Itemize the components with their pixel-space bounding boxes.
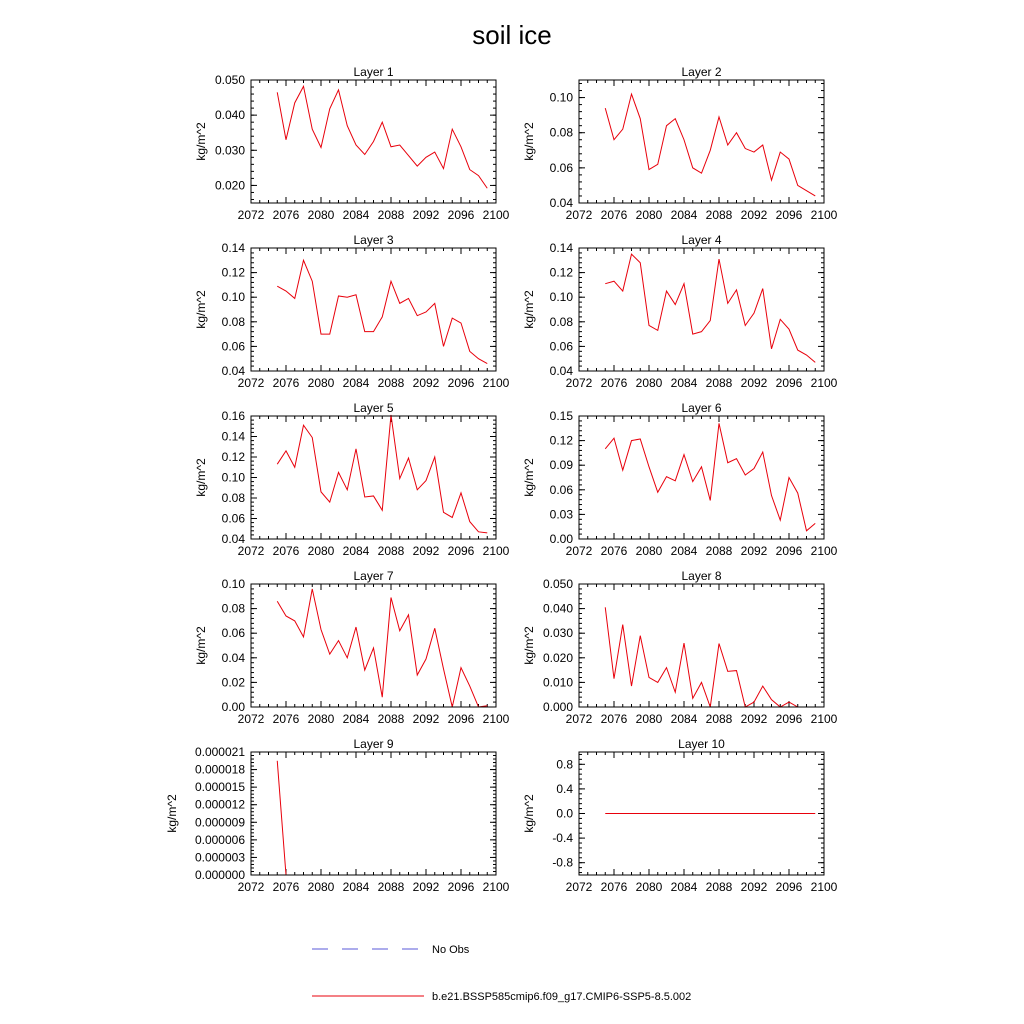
x-tick-label: 2088	[705, 544, 733, 558]
x-tick-label: 2100	[482, 880, 510, 894]
y-tick-label: 0.030	[542, 626, 573, 641]
y-tick-label: 0.10	[549, 90, 573, 105]
y-axis-label: kg/m^2	[194, 458, 208, 497]
panel-title: Layer 9	[353, 737, 394, 751]
x-tick-label: 2084	[342, 544, 370, 558]
x-tick-label: 2076	[272, 880, 300, 894]
y-tick-label: 0.04	[221, 364, 245, 378]
y-tick-label: 0.8	[556, 757, 573, 772]
x-tick-label: 2100	[482, 208, 510, 222]
x-tick-label: 2092	[412, 376, 440, 390]
y-tick-label: 0.14	[221, 241, 245, 255]
y-tick-label: 0.000006	[194, 832, 245, 847]
panel-title: Layer 5	[353, 401, 394, 415]
y-axis-label: kg/m^2	[194, 626, 208, 665]
x-tick-label: 2072	[237, 712, 265, 726]
x-tick-label: 2100	[810, 880, 838, 894]
x-tick-label: 2088	[705, 208, 733, 222]
x-tick-label: 2100	[810, 376, 838, 390]
y-tick-label: -0.8	[552, 855, 573, 870]
y-tick-label: 0.12	[549, 265, 573, 280]
y-tick-label: 0.030	[214, 143, 245, 158]
x-tick-label: 2096	[775, 208, 803, 222]
y-tick-label: 0.020	[542, 650, 573, 665]
y-tick-label: 0.000015	[194, 780, 245, 795]
y-axis-label: kg/m^2	[522, 122, 536, 161]
x-tick-label: 2096	[447, 544, 475, 558]
legend-model-label: b.e21.BSSP585cmip6.f09_g17.CMIP6-SSP5-8.5.002	[432, 991, 692, 1003]
y-tick-label: 0.08	[221, 314, 245, 329]
x-tick-label: 2092	[412, 712, 440, 726]
x-tick-label: 2080	[635, 880, 663, 894]
y-tick-label: 0.04	[549, 196, 573, 210]
x-tick-label: 2080	[307, 544, 335, 558]
x-tick-label: 2096	[775, 544, 803, 558]
x-tick-label: 2092	[740, 544, 768, 558]
y-axis-label: kg/m^2	[522, 458, 536, 497]
x-tick-label: 2088	[705, 880, 733, 894]
x-tick-label: 2076	[272, 208, 300, 222]
x-tick-label: 2080	[307, 880, 335, 894]
panel-title: Layer 2	[681, 65, 722, 79]
x-tick-label: 2096	[447, 880, 475, 894]
y-tick-label: 0.10	[221, 470, 245, 485]
x-tick-label: 2092	[412, 208, 440, 222]
y-tick-label: 0.000012	[194, 797, 245, 812]
x-tick-label: 2072	[565, 544, 593, 558]
x-tick-label: 2072	[237, 880, 265, 894]
y-tick-label: 0.12	[549, 433, 573, 448]
x-tick-label: 2100	[482, 376, 510, 390]
y-tick-label: 0.000009	[194, 815, 245, 830]
y-tick-label: 0.000000	[194, 868, 245, 882]
x-tick-label: 2076	[272, 712, 300, 726]
x-tick-label: 2100	[810, 712, 838, 726]
y-tick-label: 0.050	[542, 577, 573, 591]
y-axis-label: kg/m^2	[522, 290, 536, 329]
x-tick-label: 2076	[600, 376, 628, 390]
y-tick-label: 0.04	[549, 364, 573, 378]
y-tick-label: 0.06	[549, 339, 573, 354]
panel-title: Layer 3	[353, 233, 394, 247]
y-tick-label: 0.06	[221, 339, 245, 354]
x-tick-label: 2084	[670, 208, 698, 222]
y-tick-label: 0.040	[542, 601, 573, 616]
x-tick-label: 2092	[412, 880, 440, 894]
y-tick-label: 0.16	[221, 409, 245, 423]
y-tick-label: 0.000021	[194, 745, 245, 759]
y-tick-label: -0.4	[552, 831, 573, 846]
y-tick-label: 0.09	[549, 458, 573, 473]
panel-title: Layer 4	[681, 233, 722, 247]
x-tick-label: 2072	[237, 376, 265, 390]
x-tick-label: 2096	[775, 712, 803, 726]
x-tick-label: 2088	[377, 544, 405, 558]
y-tick-label: 0.040	[214, 108, 245, 123]
x-tick-label: 2088	[705, 712, 733, 726]
x-tick-label: 2096	[775, 376, 803, 390]
x-tick-label: 2072	[565, 712, 593, 726]
y-tick-label: 0.14	[549, 241, 573, 255]
y-tick-label: 0.02	[221, 675, 245, 690]
legend-no-obs-label: No Obs	[432, 944, 470, 956]
y-tick-label: 0.04	[221, 532, 245, 546]
y-tick-label: 0.0	[556, 806, 573, 821]
x-tick-label: 2072	[237, 208, 265, 222]
y-tick-label: 0.050	[214, 73, 245, 87]
panel-title: Layer 8	[681, 569, 722, 583]
x-tick-label: 2100	[810, 208, 838, 222]
x-tick-label: 2092	[740, 712, 768, 726]
x-tick-label: 2080	[307, 712, 335, 726]
x-tick-label: 2084	[670, 880, 698, 894]
x-tick-label: 2084	[342, 880, 370, 894]
y-tick-label: 0.06	[221, 511, 245, 526]
y-tick-label: 0.10	[549, 290, 573, 305]
x-tick-label: 2076	[600, 712, 628, 726]
x-tick-label: 2084	[342, 376, 370, 390]
x-tick-label: 2080	[635, 544, 663, 558]
x-tick-label: 2084	[670, 544, 698, 558]
x-tick-label: 2080	[635, 376, 663, 390]
x-tick-label: 2088	[377, 208, 405, 222]
x-tick-label: 2096	[447, 712, 475, 726]
y-tick-label: 0.020	[214, 178, 245, 193]
y-tick-label: 0.06	[549, 160, 573, 175]
x-tick-label: 2092	[740, 208, 768, 222]
x-tick-label: 2088	[377, 880, 405, 894]
x-tick-label: 2084	[342, 208, 370, 222]
y-tick-label: 0.000003	[194, 850, 245, 865]
x-tick-label: 2084	[670, 376, 698, 390]
y-tick-label: 0.08	[549, 314, 573, 329]
x-tick-label: 2096	[447, 208, 475, 222]
y-tick-label: 0.00	[221, 700, 245, 714]
x-tick-label: 2088	[377, 376, 405, 390]
x-tick-label: 2072	[565, 208, 593, 222]
x-tick-label: 2092	[740, 880, 768, 894]
y-tick-label: 0.15	[549, 409, 573, 423]
y-tick-label: 0.000	[542, 700, 573, 714]
figure-title: soil ice	[472, 20, 552, 50]
y-tick-label: 0.4	[556, 781, 573, 796]
y-tick-label: 0.010	[542, 675, 573, 690]
x-tick-label: 2072	[237, 544, 265, 558]
x-tick-label: 2100	[810, 544, 838, 558]
y-tick-label: 0.03	[549, 507, 573, 522]
x-tick-label: 2076	[600, 880, 628, 894]
y-tick-label: 0.08	[549, 125, 573, 140]
x-tick-label: 2076	[272, 376, 300, 390]
y-tick-label: 0.06	[221, 626, 245, 641]
x-tick-label: 2096	[447, 376, 475, 390]
x-tick-label: 2100	[482, 544, 510, 558]
panel-title: Layer 7	[353, 569, 394, 583]
x-tick-label: 2076	[600, 208, 628, 222]
x-tick-label: 2072	[565, 376, 593, 390]
x-tick-label: 2100	[482, 712, 510, 726]
y-tick-label: 0.12	[221, 265, 245, 280]
x-tick-label: 2084	[342, 712, 370, 726]
x-tick-label: 2092	[412, 544, 440, 558]
x-tick-label: 2076	[600, 544, 628, 558]
x-tick-label: 2076	[272, 544, 300, 558]
y-tick-label: 0.14	[221, 429, 245, 444]
x-tick-label: 2092	[740, 376, 768, 390]
x-tick-label: 2080	[307, 208, 335, 222]
y-axis-label: kg/m^2	[522, 626, 536, 665]
y-axis-label: kg/m^2	[522, 794, 536, 833]
x-tick-label: 2084	[670, 712, 698, 726]
y-tick-label: 0.10	[221, 290, 245, 305]
y-tick-label: 0.10	[221, 577, 245, 591]
panel-title: Layer 6	[681, 401, 722, 415]
panel-title: Layer 1	[353, 65, 394, 79]
panel-title: Layer 10	[678, 737, 725, 751]
x-tick-label: 2080	[307, 376, 335, 390]
y-tick-label: 0.000018	[194, 762, 245, 777]
y-tick-label: 0.04	[221, 650, 245, 665]
y-axis-label: kg/m^2	[165, 794, 179, 833]
y-tick-label: 0.12	[221, 450, 245, 464]
x-tick-label: 2080	[635, 712, 663, 726]
x-tick-label: 2080	[635, 208, 663, 222]
y-tick-label: 0.08	[221, 601, 245, 616]
x-tick-label: 2072	[565, 880, 593, 894]
y-axis-label: kg/m^2	[194, 290, 208, 329]
y-tick-label: 0.06	[549, 482, 573, 497]
x-tick-label: 2088	[377, 712, 405, 726]
x-tick-label: 2096	[775, 880, 803, 894]
y-axis-label: kg/m^2	[194, 122, 208, 161]
y-tick-label: 0.08	[221, 491, 245, 505]
y-tick-label: 0.00	[549, 532, 573, 546]
x-tick-label: 2088	[705, 376, 733, 390]
